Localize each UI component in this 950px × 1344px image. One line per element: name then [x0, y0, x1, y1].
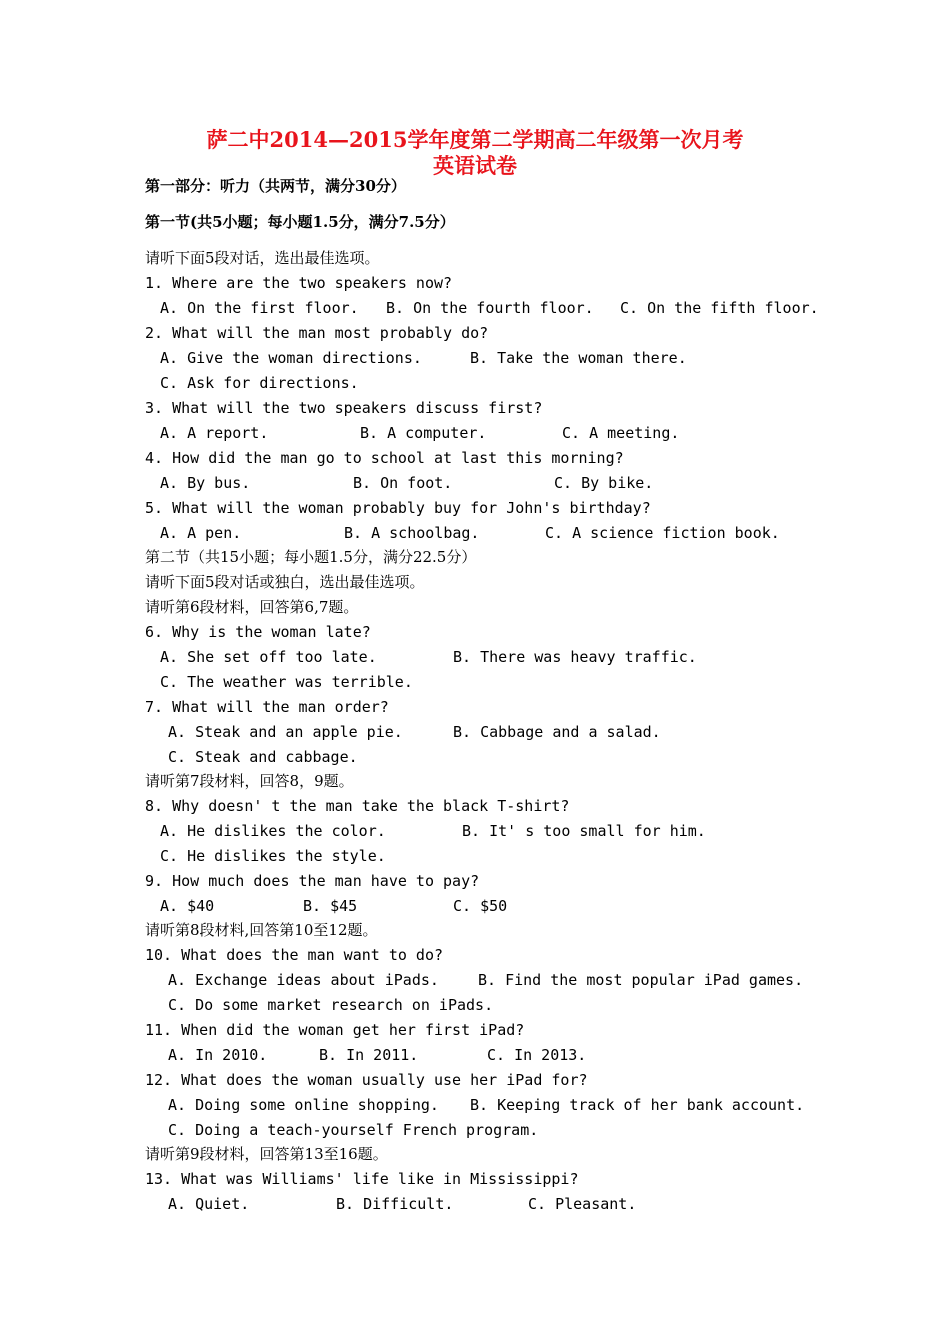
q1-option-a: A. On the first floor.: [160, 299, 359, 317]
q13-option-a: A. Quiet.: [168, 1195, 250, 1213]
q9-option-b: B. $45: [303, 897, 358, 915]
q13-option-b: B. Difficult.: [336, 1195, 454, 1213]
q4-option-a: A. By bus.: [160, 474, 251, 492]
q7-option-a: A. Steak and an apple pie.: [168, 723, 403, 741]
q5-option-a: A. A pen.: [160, 524, 242, 542]
question-9: 9. How much does the man have to pay?: [145, 872, 480, 890]
q4-option-c: C. By bike.: [554, 474, 654, 492]
q12-option-b: B. Keeping track of her bank account.: [470, 1096, 805, 1114]
q3-option-a: A. A report.: [160, 424, 269, 442]
q5-option-c: C. A science fiction book.: [545, 524, 780, 542]
question-1: 1. Where are the two speakers now?: [145, 274, 453, 292]
q1-option-c: C. On the fifth floor.: [620, 299, 819, 317]
exam-subtitle: 英语试卷: [433, 153, 517, 178]
part1-heading: 第一部分：听力（共两节，满分30分）: [145, 177, 406, 195]
q1-option-b: B. On the fourth floor.: [386, 299, 594, 317]
q9-option-c: C. $50: [453, 897, 508, 915]
q9-option-a: A. $40: [160, 897, 215, 915]
q11-option-c: C. In 2013.: [487, 1046, 587, 1064]
question-10: 10. What does the man want to do?: [145, 946, 444, 964]
question-6: 6. Why is the woman late?: [145, 623, 371, 641]
q10-option-c: C. Do some market research on iPads.: [168, 996, 494, 1014]
q11-option-a: A. In 2010.: [168, 1046, 268, 1064]
question-3: 3. What will the two speakers discuss first?: [145, 399, 543, 417]
q13-option-c: C. Pleasant.: [528, 1195, 637, 1213]
question-5: 5. What will the woman probably buy for John's birthday?: [145, 499, 651, 517]
question-12: 12. What does the woman usually use her iPad for?: [145, 1071, 588, 1089]
q7-option-b: B. Cabbage and a salad.: [453, 723, 661, 741]
exam-title: 萨二中2014—2015学年度第二学期高二年级第一次月考: [206, 127, 744, 152]
q2-option-a: A. Give the woman directions.: [160, 349, 422, 367]
q10-option-b: B. Find the most popular iPad games.: [478, 971, 804, 989]
q4-option-b: B. On foot.: [353, 474, 453, 492]
q12-option-a: A. Doing some online shopping.: [168, 1096, 439, 1114]
q10-option-a: A. Exchange ideas about iPads.: [168, 971, 439, 989]
q8-option-c: C. He dislikes the style.: [160, 847, 386, 865]
material-8-instruction: 请听第8段材料,回答第10至12题。: [145, 921, 378, 939]
q11-option-b: B. In 2011.: [319, 1046, 419, 1064]
material-6-instruction: 请听第6段材料，回答第6,7题。: [145, 598, 359, 616]
q6-option-a: A. She set off too late.: [160, 648, 377, 666]
q6-option-c: C. The weather was terrible.: [160, 673, 413, 691]
q3-option-b: B. A computer.: [360, 424, 487, 442]
q3-option-c: C. A meeting.: [562, 424, 680, 442]
material-9-instruction: 请听第9段材料，回答第13至16题。: [145, 1145, 388, 1163]
question-8: 8. Why doesn' t the man take the black T-shirt?: [145, 797, 570, 815]
q5-option-b: B. A schoolbag.: [344, 524, 480, 542]
q7-option-c: C. Steak and cabbage.: [168, 748, 358, 766]
question-7: 7. What will the man order?: [145, 698, 389, 716]
question-13: 13. What was Williams' life like in Mississippi?: [145, 1170, 579, 1188]
q2-option-b: B. Take the woman there.: [470, 349, 687, 367]
material-7-instruction: 请听第7段材料，回答8，9题。: [145, 772, 354, 790]
section2-heading: 第二节（共15小题；每小题1.5分，满分22.5分）: [145, 548, 477, 566]
question-11: 11. When did the woman get her first iPad?: [145, 1021, 525, 1039]
question-2: 2. What will the man most probably do?: [145, 324, 489, 342]
q6-option-b: B. There was heavy traffic.: [453, 648, 697, 666]
q8-option-b: B. It' s too small for him.: [462, 822, 706, 840]
question-4: 4. How did the man go to school at last this morning?: [145, 449, 624, 467]
section1-heading: 第一节(共5小题；每小题1.5分，满分7.5分）: [145, 213, 455, 231]
section1-instruction: 请听下面5段对话，选出最佳选项。: [145, 249, 380, 267]
section2-instruction: 请听下面5段对话或独白，选出最佳选项。: [145, 573, 425, 591]
q8-option-a: A. He dislikes the color.: [160, 822, 386, 840]
q2-option-c: C. Ask for directions.: [160, 374, 359, 392]
q12-option-c: C. Doing a teach-yourself French program.: [168, 1121, 539, 1139]
